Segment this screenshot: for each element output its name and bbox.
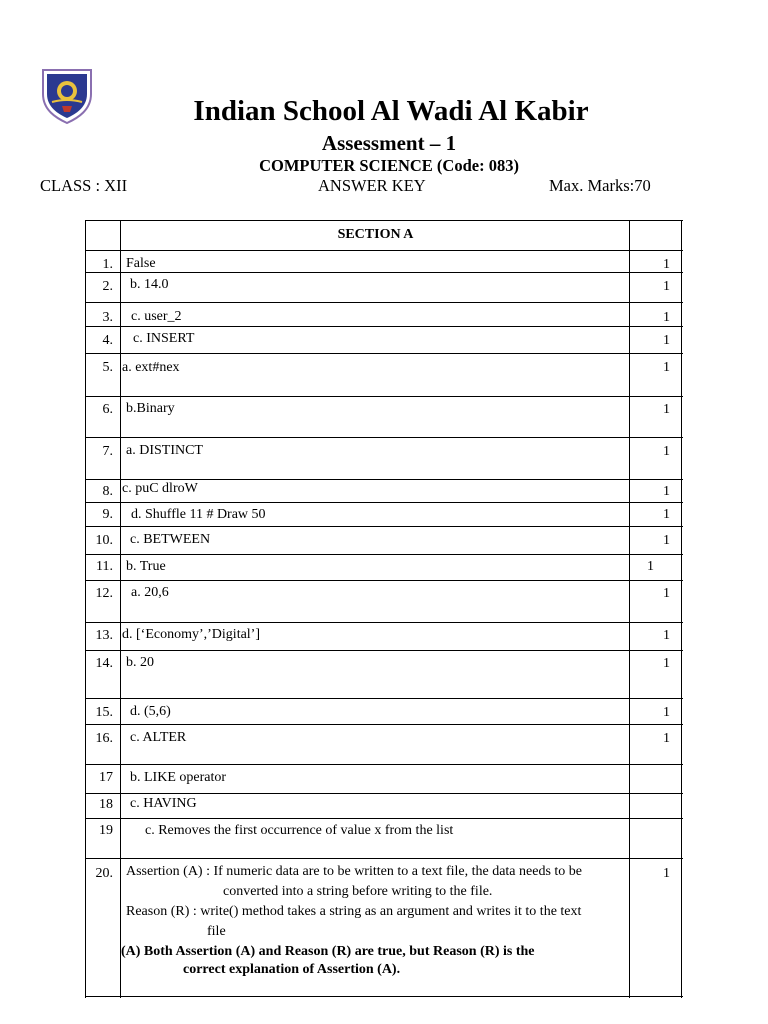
marks-value: 1: [647, 559, 654, 574]
assertion-text: converted into a string before writing to the file.: [223, 884, 493, 899]
marks-value: 1: [663, 310, 670, 325]
answer-text: c. BETWEEN: [130, 532, 211, 547]
marks-value: 1: [663, 279, 670, 294]
question-number: 5.: [102, 360, 113, 375]
marks-value: 1: [663, 484, 670, 499]
assertion-text: Assertion (A) : If numeric data are to be written to a text file, the data needs to be: [126, 864, 582, 879]
question-number: 11.: [96, 559, 113, 574]
question-number: 20.: [95, 866, 113, 881]
section-title: SECTION A: [337, 227, 414, 242]
answer-text: c. puC dlroW: [122, 481, 198, 496]
marks-value: 1: [663, 533, 670, 548]
table-border: [120, 220, 121, 998]
question-number: 15.: [95, 705, 113, 720]
answer-text: c. ALTER: [130, 730, 187, 745]
class-label: CLASS : XII: [40, 176, 128, 195]
question-number: 10.: [95, 533, 113, 548]
marks-value: 1: [663, 333, 670, 348]
reason-text: file: [207, 924, 226, 939]
answer-text: c. HAVING: [130, 796, 197, 811]
marks-value: 1: [663, 628, 670, 643]
question-number: 7.: [102, 444, 113, 459]
table-border: [681, 220, 682, 998]
max-marks-label: Max. Marks:70: [549, 176, 651, 195]
marks-value: 1: [663, 402, 670, 417]
answer-text: b. 14.0: [130, 277, 169, 292]
question-number: 13.: [95, 628, 113, 643]
school-name: Indian School Al Wadi Al Kabir: [193, 95, 589, 127]
answer-text: b. LIKE operator: [130, 770, 227, 785]
question-number: 2.: [102, 279, 113, 294]
answer-text: (A) Both Assertion (A) and Reason (R) are true, but Reason (R) is the: [121, 944, 535, 959]
answer-text: False: [126, 256, 156, 271]
subject-title: COMPUTER SCIENCE (Code: 083): [259, 156, 519, 175]
marks-value: 1: [663, 257, 670, 272]
answer-text: d. [‘Economy’,’Digital’]: [122, 627, 261, 642]
question-number: 8.: [102, 484, 113, 499]
answer-text: d. Shuffle 11 # Draw 50: [131, 507, 266, 522]
question-number: 12.: [95, 586, 113, 601]
marks-value: 1: [663, 360, 670, 375]
marks-value: 1: [663, 656, 670, 671]
reason-text: Reason (R) : write() method takes a string as an argument and writes it to the text: [126, 904, 582, 919]
question-number: 6.: [102, 402, 113, 417]
question-number: 14.: [95, 656, 113, 671]
answer-text: b.Binary: [126, 401, 175, 416]
marks-value: 1: [663, 705, 670, 720]
marks-value: 1: [663, 866, 670, 881]
answer-text: c. INSERT: [133, 331, 195, 346]
question-number: 19: [99, 823, 113, 838]
question-number: 17: [99, 770, 113, 785]
answer-text: a. DISTINCT: [126, 443, 203, 458]
answer-text: a. ext#nex: [122, 360, 180, 375]
question-number: 1.: [102, 257, 113, 272]
question-number: 16.: [95, 731, 113, 746]
answer-table: [85, 220, 683, 998]
answer-text: correct explanation of Assertion (A).: [183, 962, 401, 977]
question-number: 3.: [102, 310, 113, 325]
marks-value: 1: [663, 507, 670, 522]
answer-text: b. True: [126, 559, 166, 574]
question-number: 4.: [102, 333, 113, 348]
answer-text: c. Removes the first occurrence of value x from the list: [145, 823, 454, 838]
answer-text: c. user_2: [131, 309, 182, 324]
marks-value: 1: [663, 586, 670, 601]
assessment-title: Assessment – 1: [321, 131, 457, 155]
answer-text: b. 20: [126, 655, 154, 670]
marks-value: 1: [663, 444, 670, 459]
marks-value: 1: [663, 731, 670, 746]
doc-type-label: ANSWER KEY: [318, 176, 426, 195]
answer-text: d. (5,6): [130, 704, 171, 719]
answer-text: a. 20,6: [131, 585, 169, 600]
question-number: 9.: [102, 507, 113, 522]
question-number: 18: [99, 797, 113, 812]
